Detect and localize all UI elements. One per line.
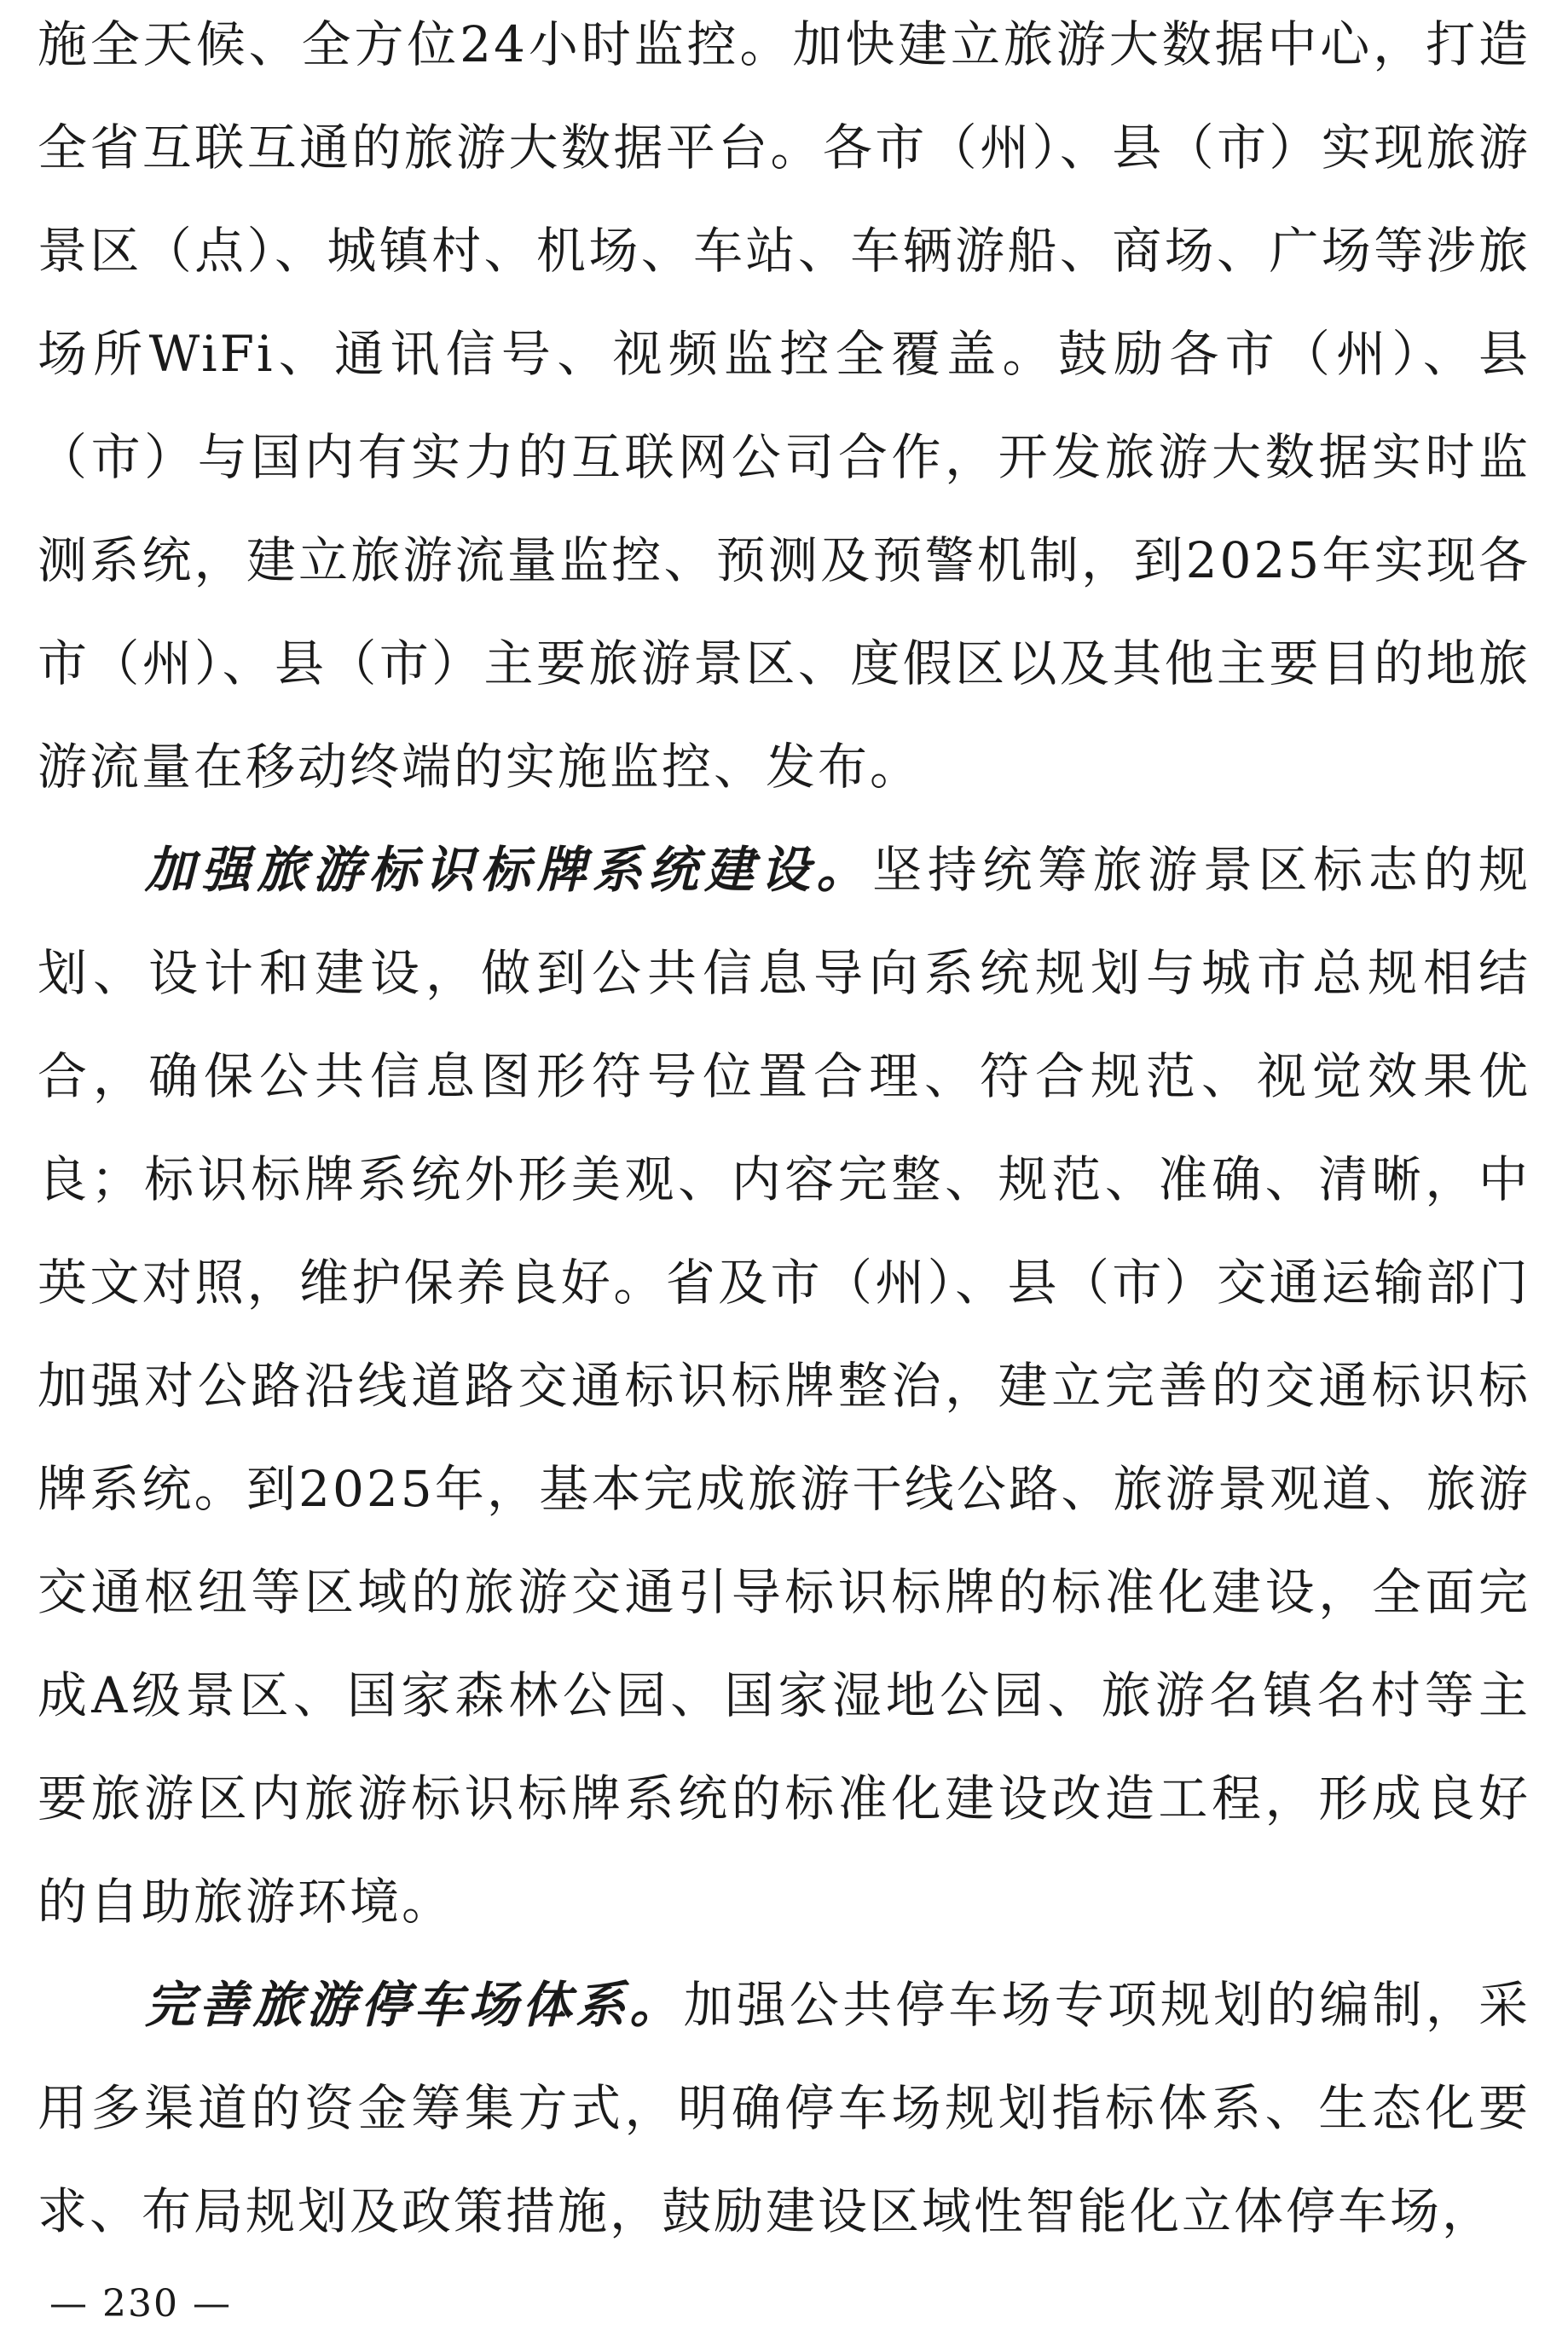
document-page <box>38 0 1530 2263</box>
paragraph-heading: 完善旅游停车场体系。 <box>145 1976 684 2034</box>
paragraph-tourism-big-data <box>38 0 1530 819</box>
paragraph-body: 施全天候、全方位24小时监控。加快建立旅游大数据中心，打造全省互联互通的旅游大数据平台。各市（州）、县（市）实现旅游景区（点）、城镇村、机场、车站、车辆游船、商场、广场等涉旅场所WiFi、通讯信号、视频监控全覆盖。鼓励各市（州）、县（市）与国内有实力的互联网公司合作，开发旅游大数据实时监测系统，建立旅游流量监控、预测及预警机制，到2025年实现各市（州）、县（市）主要旅游景区、度假区以及其他主要目的地旅游流量在移动终端的实施监控、发布。 <box>38 15 1530 796</box>
page-number: — 230 — <box>49 2282 232 2326</box>
paragraph-heading: 加强旅游标识标牌系统建设。 <box>145 841 873 899</box>
paragraph-signage-system <box>38 819 1530 1954</box>
paragraph-parking-system <box>38 1954 1530 2263</box>
paragraph-body: 坚持统筹旅游景区标志的规划、设计和建设，做到公共信息导向系统规划与城市总规相结合，确保公共信息图形符号位置合理、符合规范、视觉效果优良；标识标牌系统外形美观、内容完整、规范、准确、清晰，中英文对照，维护保养良好。省及市（州）、县（市）交通运输部门加强对公路沿线道路交通标识标牌整治，建立完善的交通标识标牌系统。到2025年，基本完成旅游干线公路、旅游景观道、旅游交通枢纽等区域的旅游交通引导标识标牌的标准化建设，全面完成A级景区、国家森林公园、国家湿地公园、旅游名镇名村等主要旅游区内旅游标识标牌系统的标准化建设改造工程，形成良好的自助旅游环境。 <box>38 841 1530 1931</box>
paragraph-body: 加强公共停车场专项规划的编制，采用多渠道的资金筹集方式，明确停车场规划指标体系、生态化要求、布局规划及政策措施，鼓励建设区域性智能化立体停车场， <box>38 1976 1530 2240</box>
